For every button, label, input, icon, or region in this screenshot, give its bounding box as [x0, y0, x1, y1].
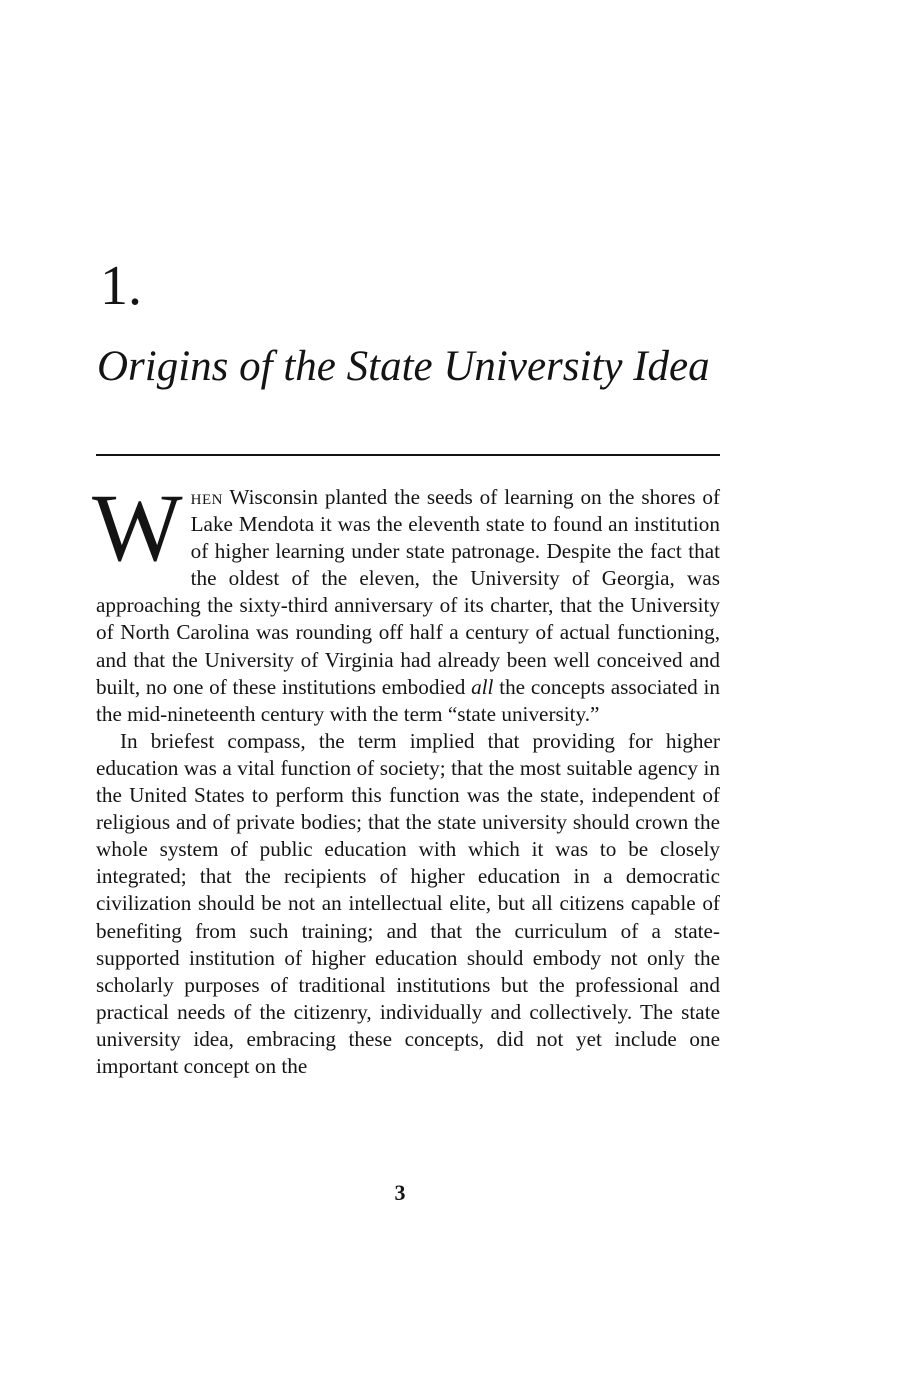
emphasis-all: all [471, 674, 494, 699]
chapter-number: 1. [100, 255, 142, 317]
lead-in: hen [190, 485, 223, 509]
body-text [92, 474, 720, 1080]
page-number: 3 [394, 1180, 406, 1205]
title-rule [96, 454, 720, 456]
paragraph-1 [92, 474, 720, 728]
paragraph-1-text-b: the concepts associated in the mid-nineteenth century with the term “state university.” [96, 674, 720, 726]
paragraph-2: In briefest compass, the term implied that providing for higher education was a vital function of society; that the most suitable agency in the United States to perform this function was the state, independent of religious and of private bodies; that the state university should crown the whole system of public education with which it was to be closely integrated; that the recipients of higher education in a democratic civilization should be not an intellectual elite, but all citizens capable of benefiting from such training; and that the curriculum of a state-supported institution of higher education should embody not only the scholarly purposes of traditional institutions but the professional and practical needs of the citizenry, individually and collectively. The state university idea, embracing these concepts, did not yet include one important concept on the [96, 728, 720, 1078]
chapter-title: Origins of the State University Idea [97, 343, 710, 390]
paragraph-1-text-a: Wisconsin planted the seeds of learning on the shores of Lake Mendota it was the eleventh state to found an institution of higher learning under state patronage. Despite the fact that the oldest of the eleven, the University of Georgia, was approaching the sixty-third anniversary of its charter, that the University of North Carolina was rounding off half a century of actual functioning, and that the University of Virginia had already been well conceived and built, no one of these institutions embodied [96, 485, 720, 699]
drop-cap: W [92, 474, 183, 581]
